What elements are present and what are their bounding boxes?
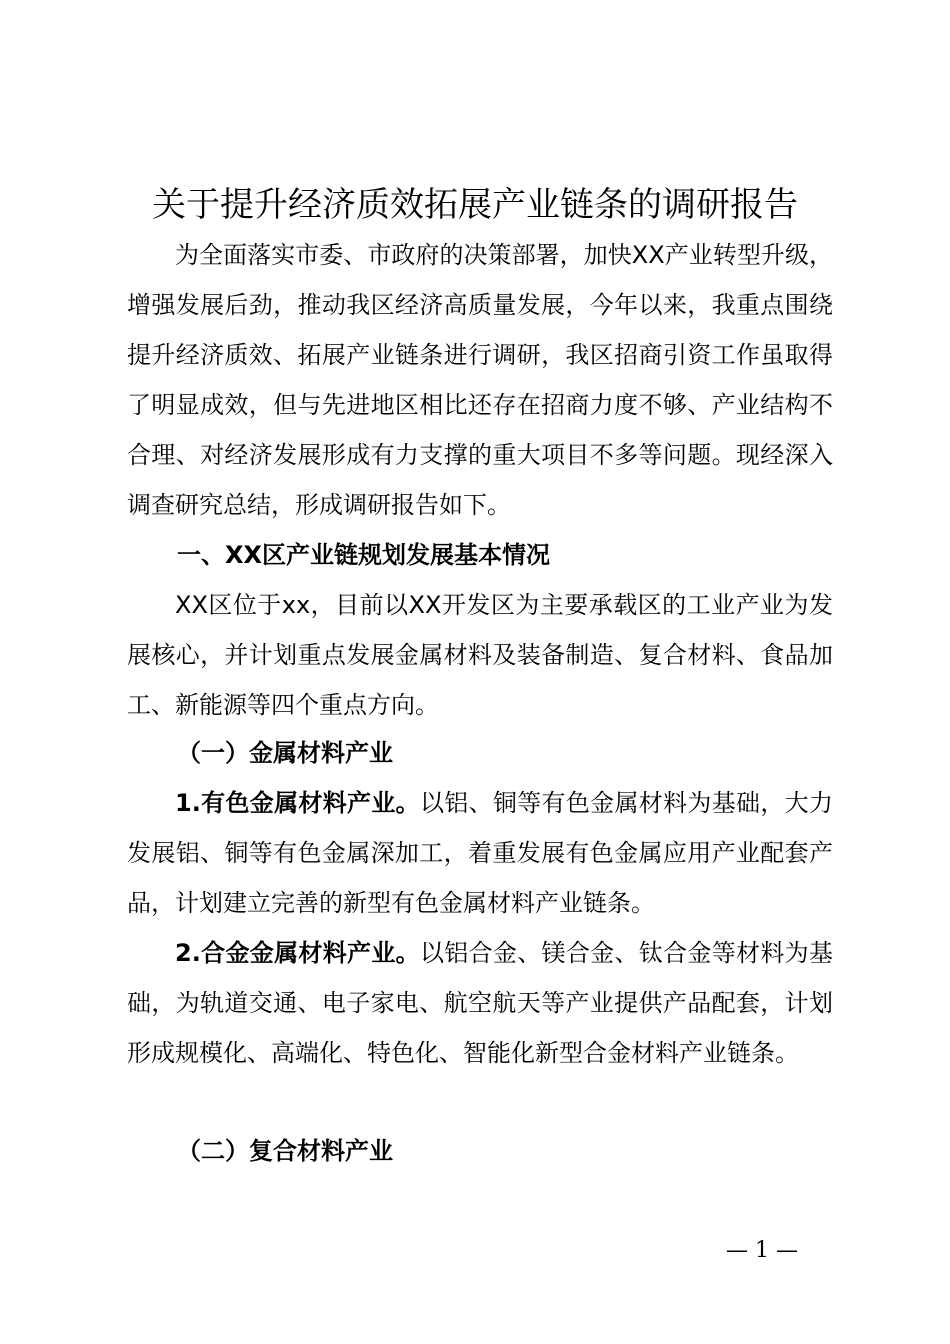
section1-paragraph: XX区位于xx，目前以XX开发区为主要承载区的工业产业为发展核心，并计划重点发展金属材料及装备制造、复合材料、食品加工、新能源等四个重点方向。 — [127, 591, 833, 719]
page-number: — 1 — — [726, 1238, 798, 1263]
item2-paragraph — [127, 928, 833, 1078]
subsection-heading-1: （一）金属材料产业 — [177, 739, 393, 767]
document-title: 关于提升经济质效拓展产业链条的调研报告 — [152, 185, 798, 225]
item2-paragraph-block — [127, 928, 833, 1078]
item2-text: 以铝合金、镁合金、钛合金等材料为基础，为轨道交通、电子家电、航空航天等产业提供产品配套，计划形成规模化、高端化、特色化、智能化新型合金材料产业链条。 — [127, 939, 833, 1067]
item1-paragraph — [127, 778, 833, 928]
section1-paragraph-block — [127, 580, 833, 730]
item1-text: 以铝、铜等有色金属材料为基础，大力发展铝、铜等有色金属深加工，着重发展有色金属应用产业配套产品，计划建立完善的新型有色金属材料产业链条。 — [127, 789, 833, 917]
section-heading-1: 一、XX区产业链规划发展基本情况 — [177, 541, 551, 569]
intro-paragraph-block — [127, 230, 833, 530]
item1-lead: 1.有色金属材料产业。 — [175, 789, 420, 817]
intro-paragraph: 为全面落实市委、市政府的决策部署，加快XX产业转型升级，增强发展后劲，推动我区经济高质量发展，今年以来，我重点围绕提升经济质效、拓展产业链条进行调研，我区招商引资工作虽取得了明显成效，但与先进地区相比还存在招商力度不够、产业结构不合理、对经济发展形成有力支撑的重大项目不多等问题。现经深入调查研究总结，形成调研报告如下。 — [127, 241, 833, 519]
item1-paragraph-block — [127, 778, 833, 928]
subsection-heading-2: （二）复合材料产业 — [177, 1137, 393, 1165]
item2-lead: 2.合金金属材料产业。 — [175, 939, 420, 967]
